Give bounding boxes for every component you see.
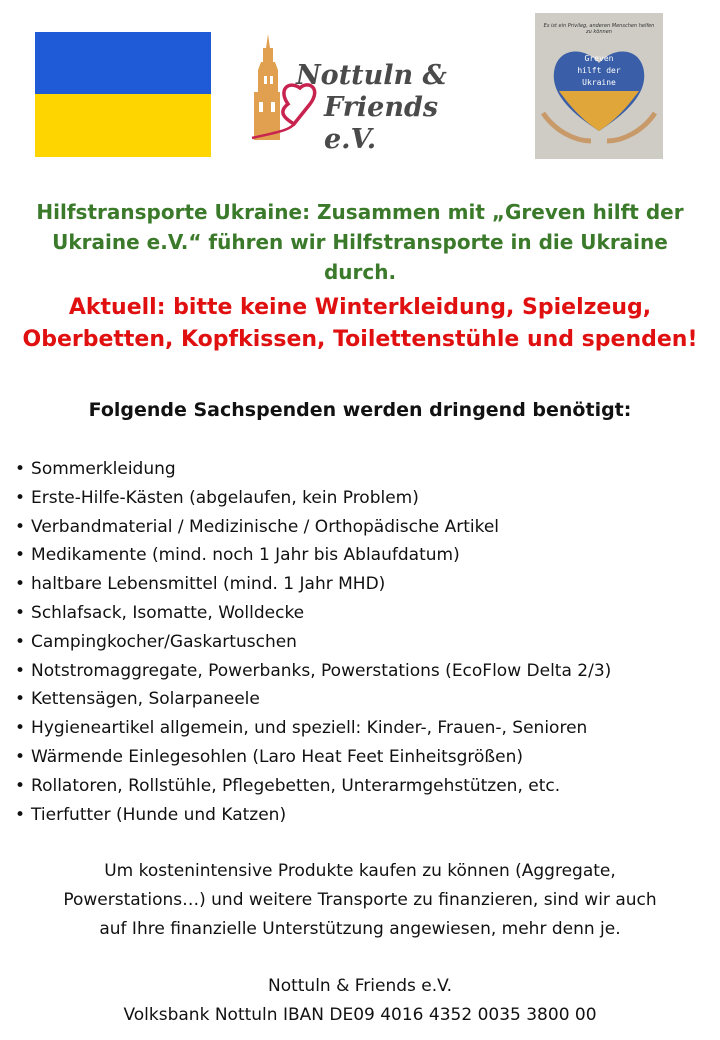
poster-text-1: Greven: [584, 54, 614, 63]
footer-bank-details: Volksbank Nottuln IBAN DE09 4016 4352 0035 3800 00: [123, 1005, 597, 1025]
list-item: • haltbare Lebensmittel (mind. 1 Jahr MHD): [15, 570, 611, 599]
greven-hilft-poster: [535, 13, 663, 159]
headline: [20, 197, 700, 287]
ukraine-flag: [35, 32, 211, 157]
list-item: • Campingkocher/Gaskartuschen: [15, 628, 611, 657]
funding-line-2: Powerstations…) und weitere Transporte zu finanzieren, sind wir auch: [63, 890, 657, 910]
headline-line-2: Ukraine e.V.“ führen wir Hilfstransporte in die Ukraine durch.: [52, 230, 668, 284]
list-item: • Tierfutter (Hunde und Katzen): [15, 801, 611, 830]
poster-text-3: Ukraine: [582, 78, 616, 87]
list-item: • Rollatoren, Rollstühle, Pflegebetten, Unterarmgehstützen, etc.: [15, 772, 611, 801]
footer: [10, 972, 710, 1030]
footer-org: Nottuln & Friends e.V.: [267, 976, 453, 996]
headline-line-1: Hilfstransporte Ukraine: Zusammen mit „Greven hilft der: [36, 200, 684, 224]
list-item: • Notstromaggregate, Powerbanks, Powerstations (EcoFlow Delta 2/3): [15, 657, 611, 686]
list-item: • Verbandmaterial / Medizinische / Orthopädische Artikel: [15, 513, 611, 542]
list-item: • Schlafsack, Isomatte, Wolldecke: [15, 599, 611, 628]
list-item: • Hygieneartikel allgemein, und speziell: Kinder-, Frauen-, Senioren: [15, 714, 611, 743]
funding-paragraph: [10, 857, 710, 944]
alert-line-2: Oberbetten, Kopfkissen, Toilettenstühle und spenden!: [22, 327, 698, 352]
list-item: • Sommerkleidung: [15, 455, 611, 484]
list-item: • Medikamente (mind. noch 1 Jahr bis Ablaufdatum): [15, 541, 611, 570]
funding-line-1: Um kostenintensive Produkte kaufen zu können (Aggregate,: [104, 861, 616, 881]
funding-line-3: auf Ihre finanzielle Unterstützung angewiesen, mehr denn je.: [99, 919, 621, 939]
list-item: • Kettensägen, Solarpaneele: [15, 685, 611, 714]
alert-notice: [20, 292, 700, 356]
list-item: • Erste-Hilfe-Kästen (abgelaufen, kein Problem): [15, 484, 611, 513]
flag-blue-stripe: [35, 32, 211, 94]
list-item: • Wärmende Einlegesohlen (Laro Heat Feet Einheitsgrößen): [15, 743, 611, 772]
donations-heading: Folgende Sachspenden werden dringend benötigt:: [88, 399, 632, 421]
logo-line-2: Friends e.V.: [324, 92, 439, 155]
alert-line-1: Aktuell: bitte keine Winterkleidung, Spielzeug,: [68, 295, 652, 320]
poster-tagline: Es ist ein Privileg, anderen Menschen helfen zu können: [543, 23, 655, 35]
nottuln-friends-logo: [248, 32, 488, 155]
flag-yellow-stripe: [35, 94, 211, 157]
logo-line-1: Nottuln &: [296, 60, 447, 91]
donation-list: [15, 455, 611, 829]
poster-text-2: hilft der: [577, 66, 621, 75]
